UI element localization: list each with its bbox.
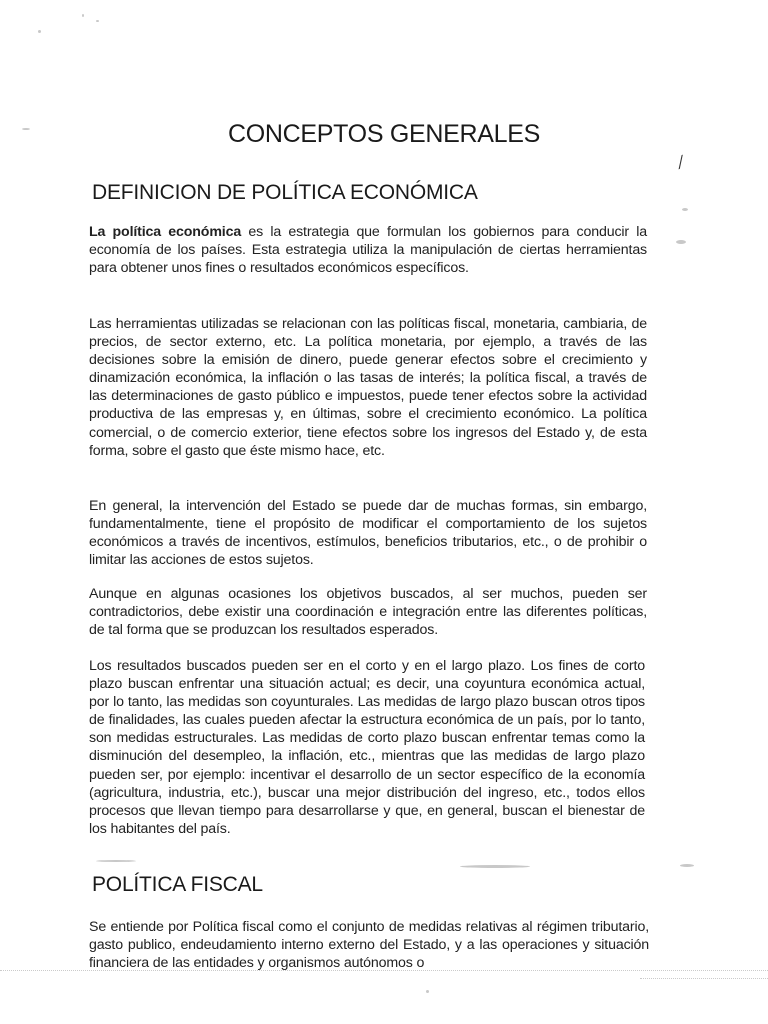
page-title: CONCEPTOS GENERALES: [228, 120, 540, 148]
scan-speck: [680, 864, 694, 867]
paragraph-plazos: Los resultados buscados pueden ser en el corto y en el largo plazo. Los fines de corto plazo buscan enfrentar una situación actual; es decir, una coyuntura económica actual, por lo tanto, las medidas son coyunturales. Las medidas de largo plazo buscan otros tipos de finalidades, las cuales pueden afectar la estructura económica de un país, por lo tanto, son medidas estructurales. Las medidas de corto plazo buscan enfrentar temas como la disminución del desempleo, la inflación, etc., mientras que las medidas de largo plazo pueden ser, por ejemplo: incentivar el desarrollo de un sector específico de la economía (agricultura, industria, etc.), buscar una mejor distribución del ingreso, etc., todos ellos procesos que llevan tiempo para desarrollarse y que, en general, buscan el bienestar de los habitantes del país.: [89, 658, 645, 837]
paragraph-politica-fiscal: Se entiende por Política fiscal como el conjunto de medidas relativas al régimen tributario, gasto publico, endeudamiento interno externo del Estado, y a las operaciones y situación financiera de las entidades y organismos autónomos o: [89, 919, 649, 972]
scan-noise-line: [640, 978, 768, 980]
scan-speck: [96, 20, 99, 22]
paragraph-herramientas: Las herramientas utilizadas se relacionan con las políticas fiscal, monetaria, cambiaria, de precios, de sector externo, etc. La política monetaria, por ejemplo, a través de las decisiones sobre la emisión de dinero, puede generar efectos sobre el crecimiento y dinamización económica, la inflación o las tasas de interés; la política fiscal, a través de las determinaciones de gasto público e impuestos, puede tener efectos sobre la actividad productiva de las empresas y, en últimas, sobre el crecimiento económico. La política comercial, o de comercio exterior, tiene efectos sobre los ingresos del Estado y, de esta forma, sobre el gasto que éste mismo hace, etc.: [89, 316, 647, 459]
scan-speck: [426, 990, 429, 993]
scan-speck: [96, 860, 136, 862]
paragraph-text: es la estrategia que formulan los gobiernos para conducir la economía de los países. Esta estrategia utiliza la manipulación de ciertas herramientas para obtener unos fines o resultados económicos específicos.: [89, 224, 647, 277]
paragraph-coordinacion: Aunque en algunas ocasiones los objetivos buscados, al ser muchos, pueden ser contradictorios, debe existir una coordinación e integración entre las diferentes políticas, de tal forma que se produzcan los resultados esperados.: [89, 586, 647, 639]
section-heading-definicion: DEFINICION DE POLÍTICA ECONÓMICA: [92, 181, 478, 204]
scan-speck: [676, 240, 686, 244]
scan-speck: [460, 865, 530, 868]
paragraph-definicion: [89, 223, 647, 277]
scan-speck: [82, 14, 84, 17]
scan-speck: [682, 208, 688, 211]
bold-term: La política económica: [89, 224, 242, 240]
scan-speck: [38, 30, 41, 33]
section-heading-politica-fiscal: POLÍTICA FISCAL: [92, 873, 263, 896]
pen-mark-icon: ⁄: [676, 152, 687, 172]
paragraph-intervencion: En general, la intervención del Estado se puede dar de muchas formas, sin embargo, fundamentalmente, tiene el propósito de modificar el comportamiento de los sujetos económicos a través de incentivos, estímulos, beneficios tributarios, etc., o de prohibir o limitar las acciones de estos sujetos.: [89, 498, 647, 569]
